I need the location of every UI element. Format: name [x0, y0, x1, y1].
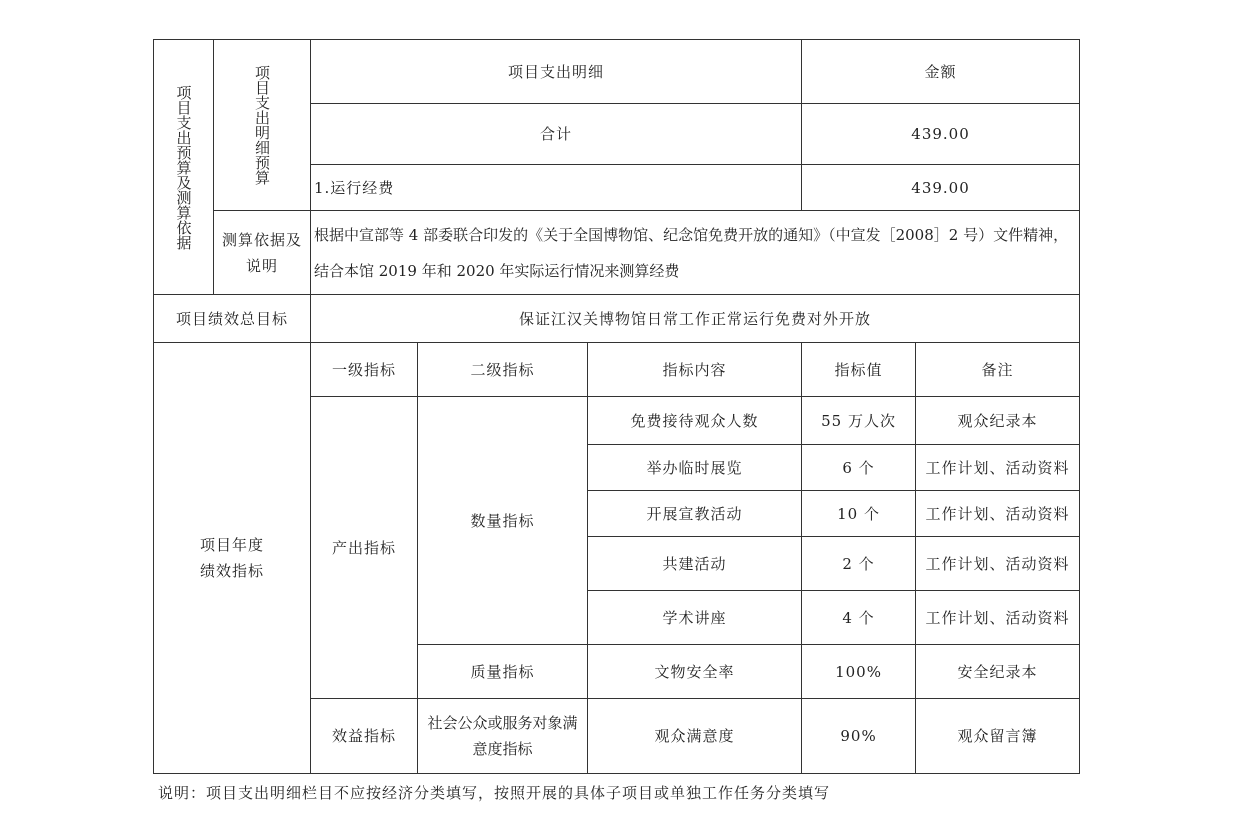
indicator-remark: 安全纪录本 [916, 645, 1080, 699]
indicator-value: 100% [802, 645, 916, 699]
indicator-content: 开展宣教活动 [588, 491, 802, 537]
line1-amount: 439.00 [802, 165, 1080, 211]
indicator-content: 学术讲座 [588, 591, 802, 645]
table-row [154, 295, 1080, 343]
basis-label: 测算依据及说明 [214, 211, 311, 295]
total-amount: 439.00 [802, 104, 1080, 165]
header-level2: 二级指标 [418, 343, 588, 397]
indicator-remark: 观众纪录本 [916, 397, 1080, 445]
indicator-value: 2 个 [802, 537, 916, 591]
indicator-remark: 工作计划、活动资料 [916, 445, 1080, 491]
budget-table [153, 39, 1080, 774]
indicator-remark: 工作计划、活动资料 [916, 591, 1080, 645]
indicator-content: 免费接待观众人数 [588, 397, 802, 445]
indicator-value: 10 个 [802, 491, 916, 537]
footnote: 说明：项目支出明细栏目不应按经济分类填写，按照开展的具体子项目或单独工作任务分类填写 [158, 784, 831, 802]
indicator-value: 4 个 [802, 591, 916, 645]
section-label: 项目支出预算及测算依据 [154, 40, 214, 295]
indicator-content: 共建活动 [588, 537, 802, 591]
indicator-remark: 观众留言簿 [916, 699, 1080, 774]
detail-label: 项目支出明细预算 [214, 40, 311, 211]
indicator-remark: 工作计划、活动资料 [916, 537, 1080, 591]
header-amount: 金额 [802, 40, 1080, 104]
indicator-content: 举办临时展览 [588, 445, 802, 491]
header-item: 项目支出明细 [311, 40, 802, 104]
total-label: 合计 [311, 104, 802, 165]
table-row [154, 211, 1080, 295]
indicator-remark: 工作计划、活动资料 [916, 491, 1080, 537]
header-level1: 一级指标 [311, 343, 418, 397]
benefit-label: 效益指标 [311, 699, 418, 774]
quality-label: 质量指标 [418, 645, 588, 699]
indicator-value: 6 个 [802, 445, 916, 491]
header-value: 指标值 [802, 343, 916, 397]
indicator-value: 90% [802, 699, 916, 774]
performance-label: 项目年度绩效指标 [154, 343, 311, 774]
indicator-content: 观众满意度 [588, 699, 802, 774]
header-content: 指标内容 [588, 343, 802, 397]
indicator-value: 55 万人次 [802, 397, 916, 445]
indicator-content: 文物安全率 [588, 645, 802, 699]
table-row [154, 343, 1080, 397]
output-label: 产出指标 [311, 397, 418, 699]
goal-label: 项目绩效总目标 [154, 295, 311, 343]
header-remark: 备注 [916, 343, 1080, 397]
quantity-label: 数量指标 [418, 397, 588, 645]
basis-text: 根据中宣部等 4 部委联合印发的《关于全国博物馆、纪念馆免费开放的通知》（中宣发［2008］2 号）文件精神，结合本馆 2019 年和 2020 年实际运行情况来测算经费 [311, 211, 1080, 295]
satisfaction-label: 社会公众或服务对象满意度指标 [418, 699, 588, 774]
table-row [154, 40, 1080, 104]
line1-label: 1.运行经费 [311, 165, 802, 211]
goal-text: 保证江汉关博物馆日常工作正常运行免费对外开放 [311, 295, 1080, 343]
